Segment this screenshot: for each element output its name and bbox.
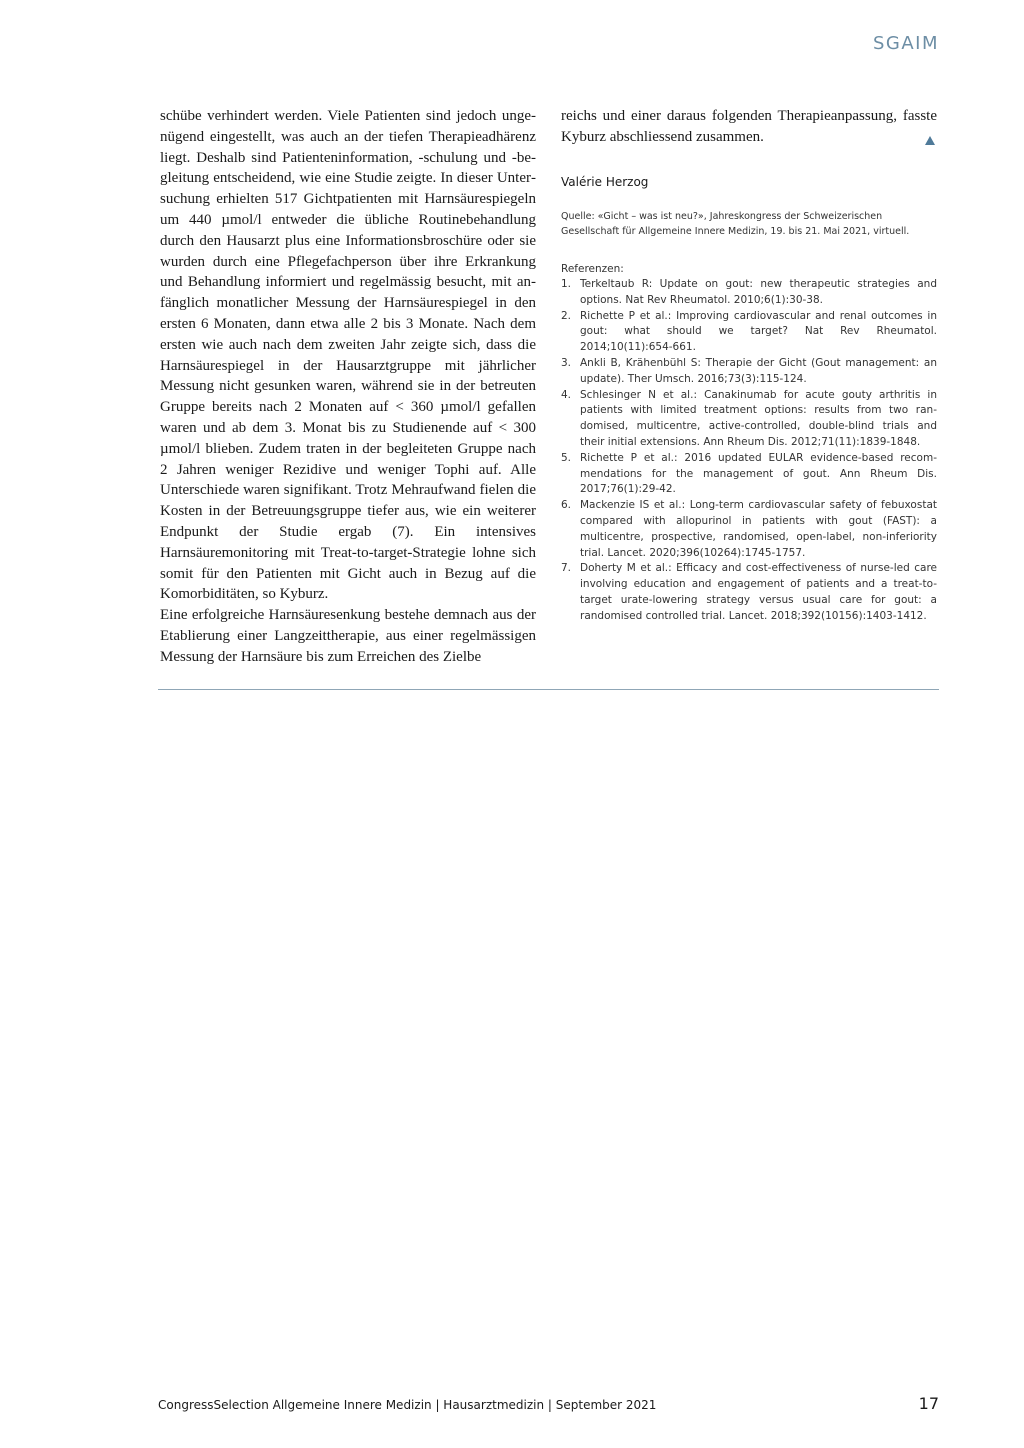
reference-number: 6. <box>561 499 572 512</box>
body-paragraph: schübe verhindert werden. Viele Patienten sind jedoch ungenügend eingestellt, was auch an der tiefen Therapieadhärenz liegt. Deshalb sind Patienteninformation, -schulung und -begleitung entscheidend, wie eine Studie zeigte. In dieser Untersuchung erhielten 517 Gichtpatienten mit Harnsäurespiegeln um 440 µmol/l entweder die übliche Routinebehandlung durch den Hausarzt plus eine Informationsbroschüre oder sie wurden durch eine Pflegefachperson über ihre Erkrankung und Behandlung informiert und regelmässig besucht, mit anfänglich monatlicher Messung der Harnsäurespiegel in den ersten 6 Monaten, dann etwa alle 2 bis 3 Monate. Nach dem ersten wie auch nach dem zweiten Jahr zeigte sich, dass die Harnsäurespiegel in der Hausarztgruppe mit jährlicher Messung nicht gesunken waren, während sie in der betreuten Gruppe bereits nach 2 Monaten auf < 360 µmol/l gefallen waren und ab dem 3. Monat bis zu Studienende auf < 300 µmol/l blieben. Zudem traten in der begleiteten Gruppe nach 2 Jahren weniger Rezidive und weniger Tophi auf. Alle Unterschiede waren signifikant. Trotz Mehraufwand fielen die Kosten in der Betreuungsgruppe tiefer aus, wie ein weiterer Endpunkt der Studie ergab (7). Ein intensives Harnsäuremonitoring mit Treat-to-target-Strategie lohne sich somit für den Patienten mit Gicht auch in Bezug auf die Komorbiditäten, so Kyburz. <box>160 108 536 603</box>
right-column <box>561 106 937 625</box>
reference-number: 7. <box>561 562 572 575</box>
reference-text: Terkeltaub R: Update on gout: new therapeutic strategies and options. Nat Rev Rheumatol. 2010;6(1):30-38. <box>580 278 937 306</box>
source-note: Quelle: «Gicht – was ist neu?», Jahreskongress der Schweizerischen Gesellschaft für Allgemeine Innere Medizin, 19. bis 21. Mai 2021, virtuell. <box>561 210 910 238</box>
references-heading: Referenzen: <box>561 262 624 275</box>
reference-text: Mackenzie IS et al.: Long-term cardiovascular safety of febuxostat compared with allopurinol in patients with gout (FAST): a multicentre, prospective, randomised, open-label, non-inferiority trial. Lancet. 2020;396(10264):1745-1757. <box>580 499 937 559</box>
reference-item <box>561 277 937 309</box>
reference-item <box>561 388 937 451</box>
header-brand: SGAIM <box>872 33 939 54</box>
reference-item <box>561 561 937 624</box>
reference-number: 4. <box>561 388 572 401</box>
author-name: Valérie Herzog <box>561 174 649 189</box>
continuation-text: reichs und einer daraus folgenden Therapieanpassung, fasste Kyburz abschliessend zusammen. <box>561 108 937 145</box>
reference-text: Ankli B, Krähenbühl S: Therapie der Gicht (Gout management: an update). Ther Umsch. 2016;73(3):115-124. <box>580 357 937 385</box>
reference-text: Richette P et al.: 2016 updated EULAR evidence-based recommendations for the management of gout. Ann Rheum Dis. 2017;76(1):29-42. <box>580 451 937 496</box>
reference-item <box>561 356 937 388</box>
references-list <box>561 277 937 625</box>
reference-text: Doherty M et al.: Efficacy and cost-effectiveness of nurse-led care involving education and engagement of patients and a treat-to-target urate-lowering strategy versus usual care for gout: a randomised controlled trial. Lancet. 2018;392(10156):1403-1412. <box>580 562 937 622</box>
reference-text: Richette P et al.: Improving cardiovascular and renal outcomes in gout: what should we target? Nat Rev Rheumatol. 2014;10(11):654-661. <box>580 309 937 354</box>
body-paragraph: Eine erfolgreiche Harnsäuresenkung bestehe demnach aus der Etablierung einer Langzeittherapie, aus einer regelmässigen Messung der Harnsäure bis zum Erreichen des Zielbe <box>160 607 536 665</box>
section-divider <box>158 689 939 690</box>
reference-item <box>561 309 937 356</box>
left-column <box>160 106 536 668</box>
reference-item <box>561 451 937 498</box>
reference-number: 3. <box>561 357 572 370</box>
reference-number: 2. <box>561 309 572 322</box>
continuation-paragraph <box>561 106 937 148</box>
footer-publication: CongressSelection Allgemeine Innere Medizin | Hausarztmedizin | September 2021 <box>158 1398 657 1412</box>
reference-number: 5. <box>561 451 572 464</box>
triangle-up-icon <box>925 136 935 145</box>
page-number: 17 <box>918 1394 939 1413</box>
reference-text: Schlesinger N et al.: Canakinumab for acute gouty arthritis in patients with limited treatment options: results from two randomised, multicentre, active-controlled, double-blind trials and their initial extensions. Ann Rheum Dis. 2012;71(11):1839-1848. <box>580 388 937 449</box>
reference-item <box>561 498 937 561</box>
reference-number: 1. <box>561 278 572 291</box>
